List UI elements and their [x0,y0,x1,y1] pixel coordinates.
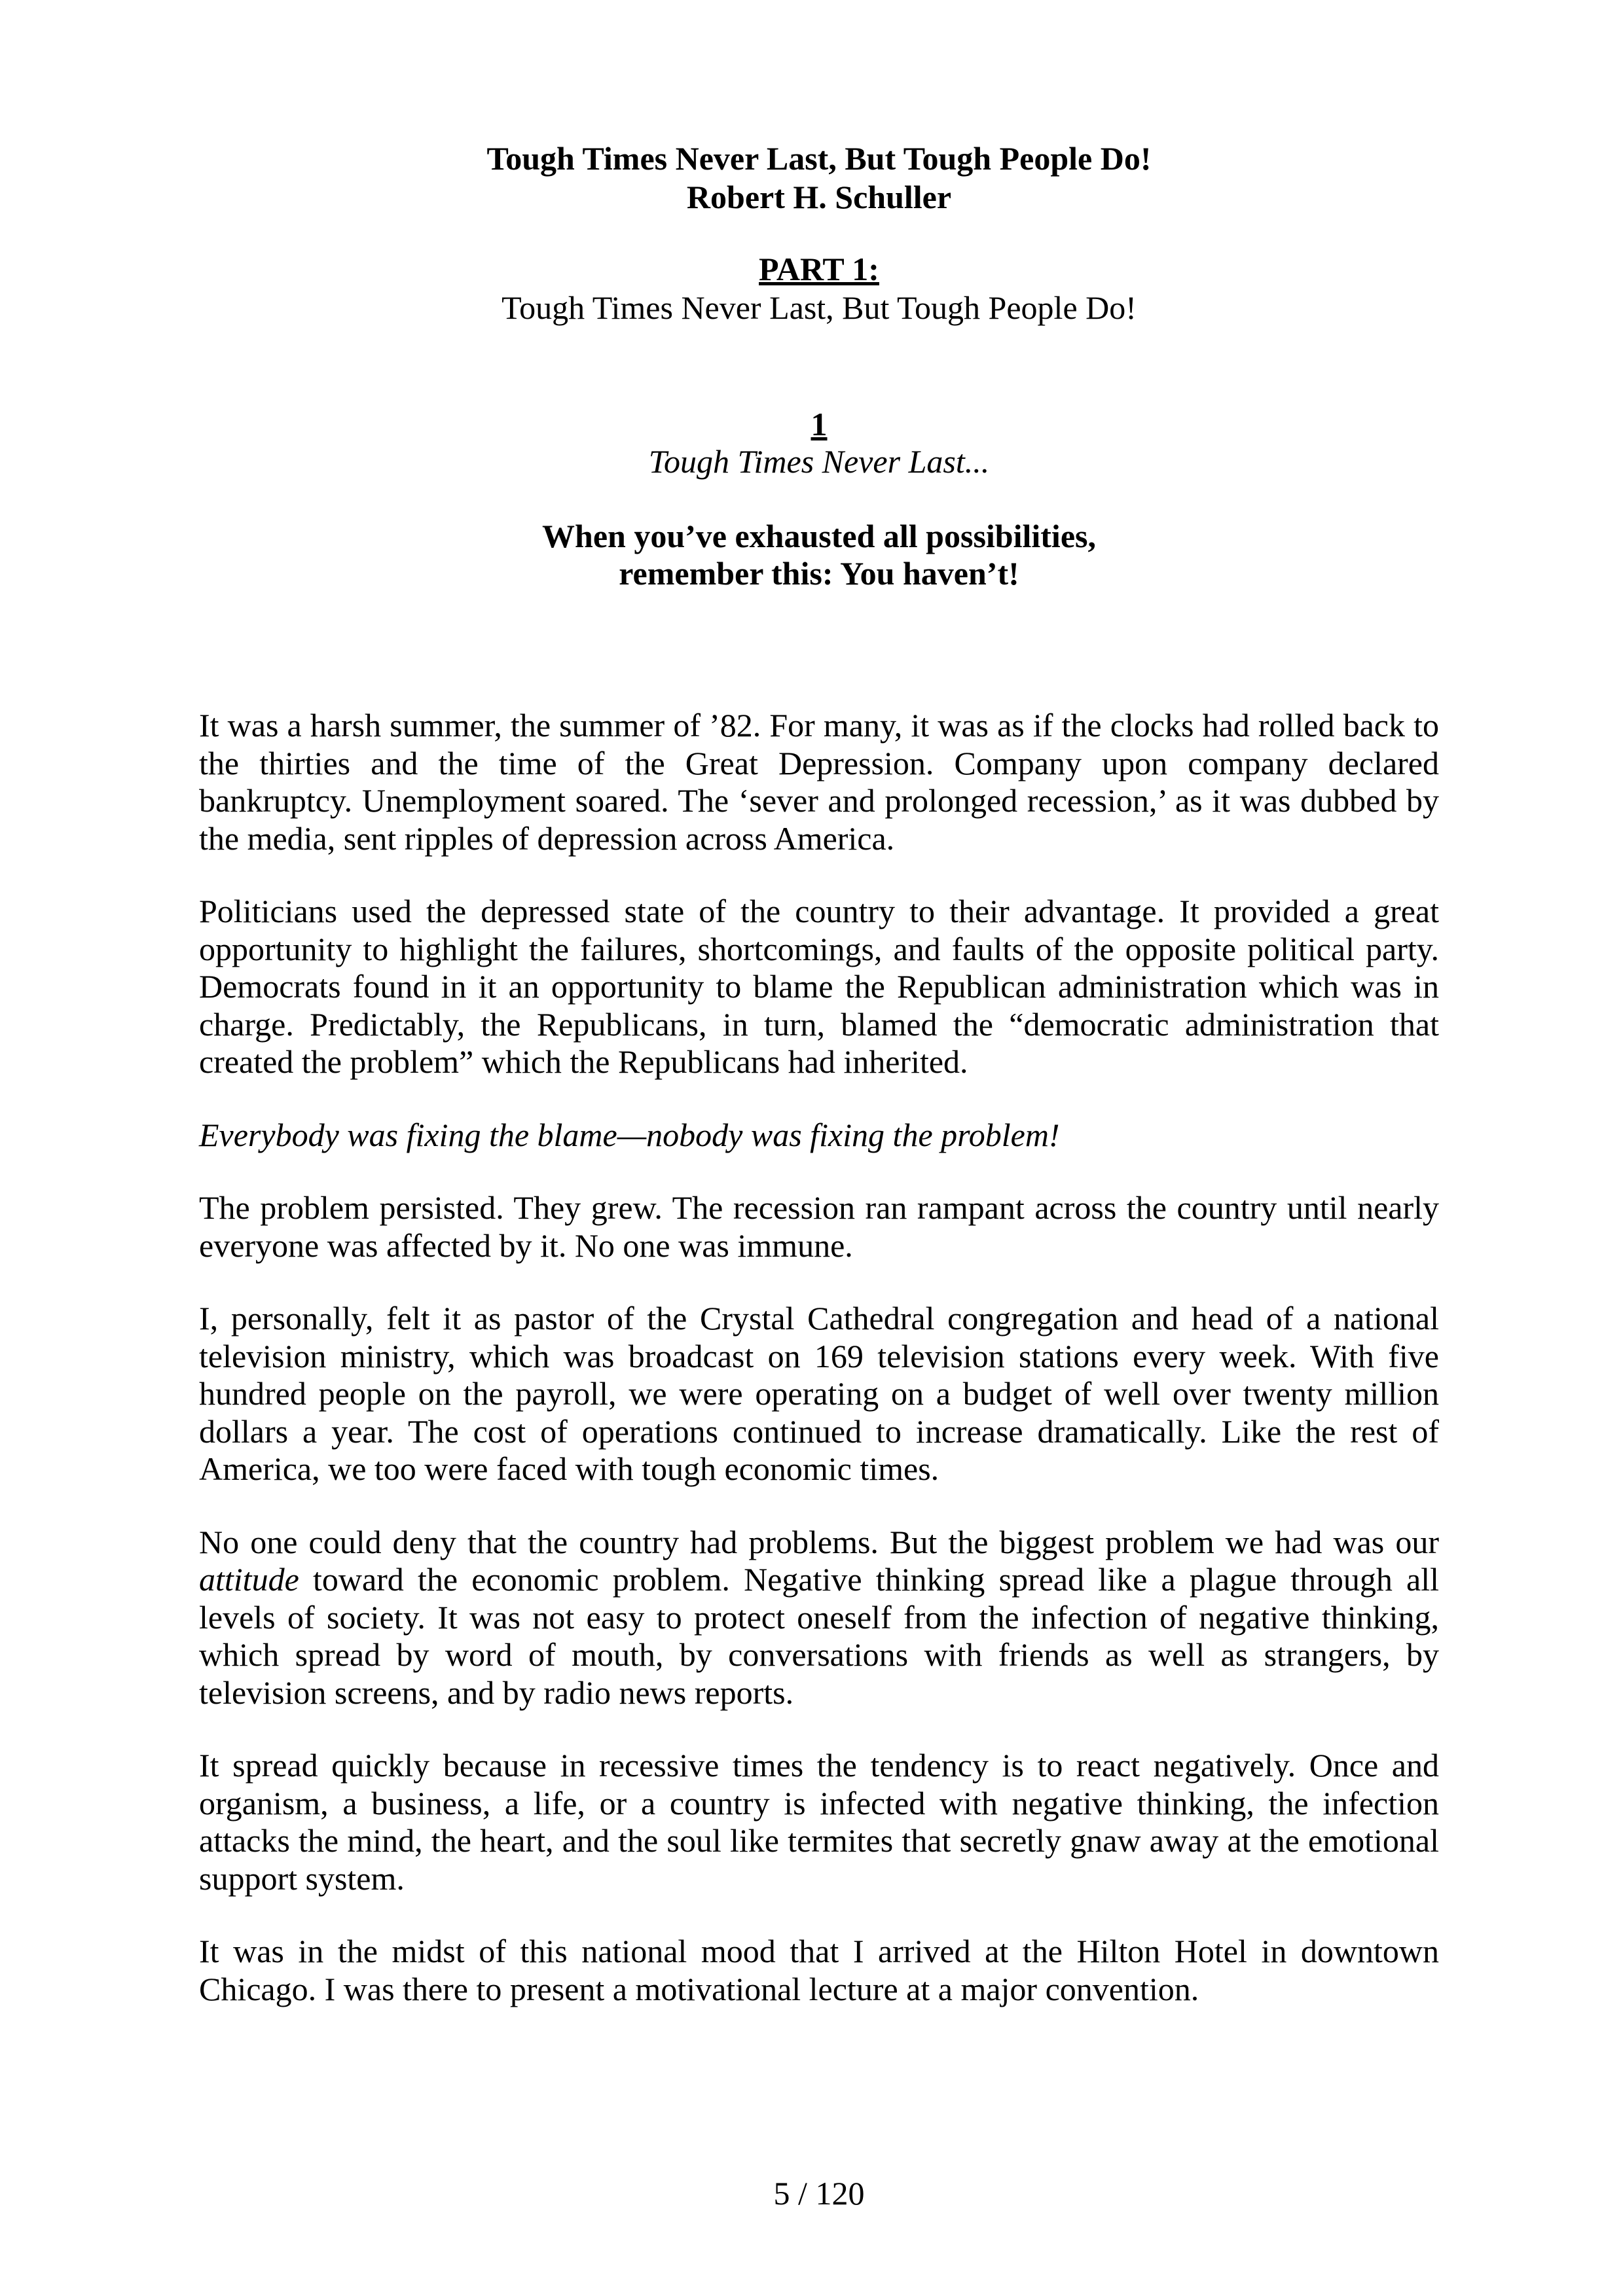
paragraph-5 [199,1524,1439,1712]
page-number: 5 / 120 [773,2175,865,2212]
chapter-heading [199,406,1439,444]
paragraph-6: It spread quickly because in recessive times the tendency is to react negatively. Once and organism, a business, a life, or a country is infected with negative thinking, the infection attacks the mind, the heart, and the soul like termites that secretly gnaw away at the emotional support system. [199,1747,1439,1897]
author-name: Robert H. Schuller [686,179,952,215]
paragraph-5-emphasis: attitude [199,1561,299,1598]
paragraph-3: The problem persisted. They grew. The recession ran rampant across the country until nearly everyone was affected by it. No one was immune. [199,1189,1439,1264]
part-label: PART 1: [759,251,879,287]
paragraph-5-start: No one could deny that the country had problems. But the biggest problem we had was our [199,1523,1439,1560]
paragraph-7: It was in the midst of this national mood that I arrived at the Hilton Hotel in downtown Chicago. I was there to present a motivational lecture at a major convention. [199,1933,1439,2007]
part-title: Tough Times Never Last, But Tough People Do! [501,289,1137,326]
chapter-title: Tough Times Never Last... [648,443,990,480]
epigraph-line-1: When you’ve exhausted all possibilities, [542,518,1096,554]
epigraph-line-2: remember this: You haven’t! [619,555,1019,592]
book-title: Tough Times Never Last, But Tough People Do! [486,140,1152,177]
paragraph-2: Politicians used the depressed state of the country to their advantage. It provided a great opportunity to highlight the failures, shortcomings, and faults of the opposite political party. Democrats found in it an opportunity to blame the Republican administration which was in charge. Predictably, the Republicans, in turn, blamed the “democratic administration that created the problem” which the Republicans had inherited. [199,893,1439,1080]
paragraph-4: I, personally, felt it as pastor of the Crystal Cathedral congregation and head of a national television ministry, which was broadcast on 169 television stations every week. With five hundred people on the payroll, we were operating on a budget of well over twenty million dollars a year. The cost of operations continued to increase dramatically. Like the rest of America, we too were faced with tough economic times. [199,1300,1439,1487]
part-heading [199,251,1439,289]
chapter-number: 1 [811,406,828,442]
paragraph-5-end: toward the economic problem. Negative thinking spread like a plague through all levels of society. It was not easy to protect oneself from the infection of negative thinking, which spread by word of mouth, by conversations with friends as well as strangers, by television screens, and by radio news reports. [199,1561,1439,1711]
italic-emphasis-line: Everybody was fixing the blame—nobody was fixing the problem! [199,1116,1060,1153]
paragraph-1: It was a harsh summer, the summer of ’82. For many, it was as if the clocks had rolled back to the thirties and the time of the Great Depression. Company upon company declared bankruptcy. Unemployment soared. The ‘sever and prolonged recession,’ as it was dubbed by the media, sent ripples of depression across America. [199,707,1439,857]
body-text [199,707,1439,2043]
